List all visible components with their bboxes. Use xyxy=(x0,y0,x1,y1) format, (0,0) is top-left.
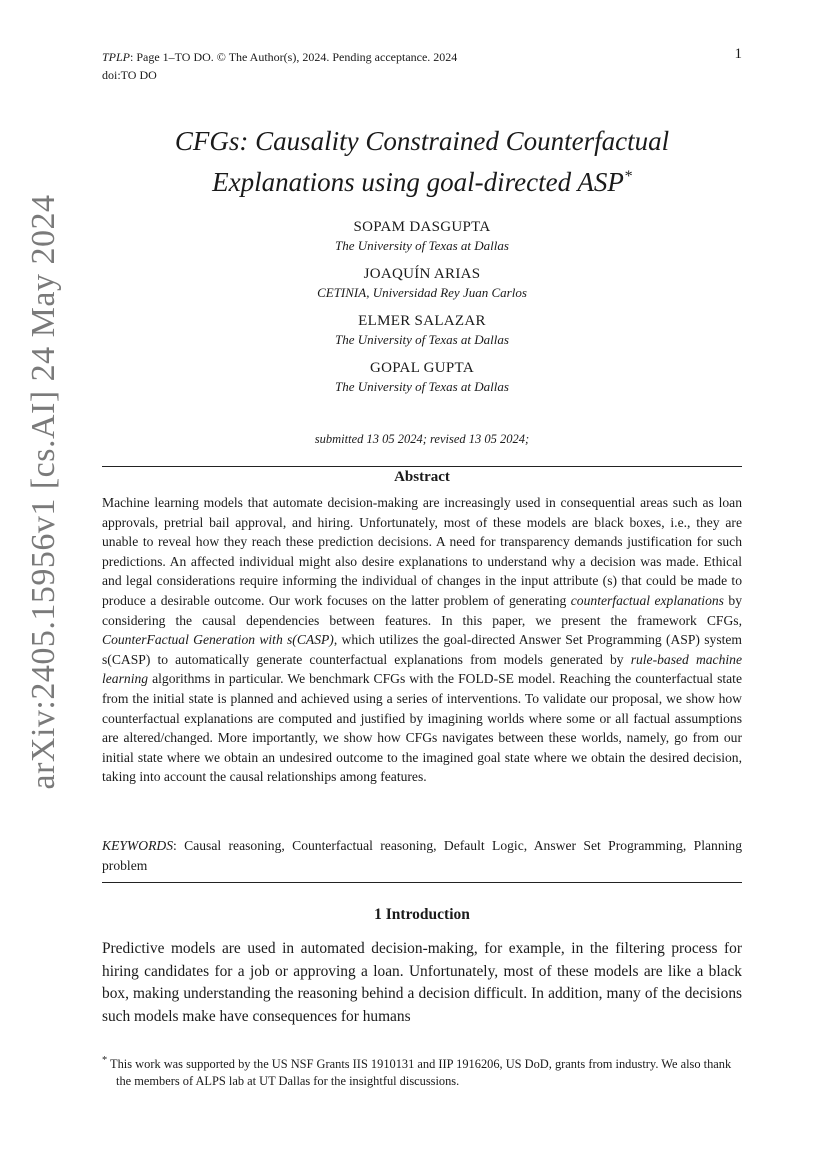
author-name: JOAQUÍN ARIAS xyxy=(363,266,481,282)
title-line-1: CFGs: Causality Constrained Counterfactual xyxy=(174,126,670,156)
title-footnote-mark: * xyxy=(623,168,632,185)
abstract-bottom-rule xyxy=(102,882,742,883)
page-number: 1 xyxy=(734,46,742,62)
title-line-2 xyxy=(102,159,742,200)
author-list xyxy=(102,218,742,406)
journal-name: TPLP xyxy=(102,50,131,64)
author-block xyxy=(102,218,742,254)
keywords-text: : Causal reasoning, Counterfactual reasoning, Default Logic, Answer Set Programming, Planning problem xyxy=(102,838,742,873)
author-affiliation: The University of Texas at Dallas xyxy=(335,332,509,347)
author-affiliation: The University of Texas at Dallas xyxy=(335,379,509,394)
author-block xyxy=(102,359,742,395)
title-line-2-text: Explanations using goal-directed ASP xyxy=(212,167,624,197)
header-citation: : Page 1–TO DO. © The Author(s), 2024. Pending acceptance. 2024 xyxy=(130,50,458,64)
author-name: GOPAL GUPTA xyxy=(370,360,474,376)
keywords xyxy=(102,836,742,875)
author-name: ELMER SALAZAR xyxy=(358,313,486,329)
running-header xyxy=(102,48,742,84)
introduction-text: Predictive models are used in automated decision-making, for example, in the filtering process for hiring candidates for a job or approving a loan. Unfortunately, most of these models are like a black box, making understanding the reasoning behind a decision difficult. In addition, many of the decisions such models make have consequences for humans xyxy=(102,940,742,1025)
arxiv-sidebar xyxy=(0,0,84,1175)
arxiv-identifier: arXiv:2405.15956v1 [cs.AI] 24 May 2024 xyxy=(25,194,62,790)
abstract-emphasis: counterfactual explanations xyxy=(570,592,724,608)
author-affiliation: CETINIA, Universidad Rey Juan Carlos xyxy=(317,285,527,300)
footnote-mark: * xyxy=(102,1055,108,1066)
abstract-emphasis: CounterFactual Generation with s(CASP) xyxy=(102,632,334,648)
abstract-part: by considering the causal dependencies between features. In this paper, we present the framework CFGs, xyxy=(102,592,742,628)
abstract-part: Machine learning models that automate decision-making are increasingly used in consequential areas such as loan approvals, pretrial bail approval, and hiring. Unfortunately, most of these models are black boxes, i.e., they are unable to reveal how they reach these prediction decisions. A need for transparency demands justification for such predictions. An affected individual might also desire explanations to understand why a decision was made. Ethical and legal considerations require informing the individual of changes in the input attribute (s) that could be made to produce a desirable outcome. Our work focuses on the latter problem of generating xyxy=(102,495,742,608)
abstract-heading: Abstract xyxy=(394,469,450,485)
header-doi: doi:TO DO xyxy=(102,68,157,82)
footnote xyxy=(102,1052,742,1090)
header-line-1 xyxy=(102,48,742,66)
footnote-text: This work was supported by the US NSF Grants IIS 1910131 and IIP 1916206, US DoD, grants from industry. We also thank the members of ALPS lab at UT Dallas for the insightful discussions. xyxy=(107,1057,732,1089)
section-heading: 1 Introduction xyxy=(374,906,470,923)
author-affiliation: The University of Texas at Dallas xyxy=(335,238,509,253)
author-name: SOPAM DASGUPTA xyxy=(353,219,491,235)
author-block xyxy=(102,312,742,348)
abstract-part: , which utilizes the goal-directed Answer Set Programming (ASP) system s(CASP) to automatically generate counterfactual explanations from models generated by xyxy=(102,632,742,667)
submission-dates: submitted 13 05 2024; revised 13 05 2024; xyxy=(314,432,530,446)
abstract-text xyxy=(102,493,742,787)
paper-title xyxy=(102,124,742,200)
keywords-label: KEYWORDS xyxy=(102,838,173,853)
author-block xyxy=(102,265,742,301)
abstract-part: algorithms in particular. We benchmark CFGs with the FOLD-SE model. Reaching the counterfactual state from the initial state is planned and achieved using a series of interventions. To validate our proposal, we show how counterfactual explanations are computed and justified by imagining worlds where some or all factual assumptions are altered/changed. More importantly, we show how CFGs navigates between these worlds, namely, go from our initial state where we obtain an undesired outcome to the imagined goal state where we obtain the desired decision, taking into account the causal relationships among features. xyxy=(102,671,742,785)
abstract-top-rule xyxy=(102,466,742,467)
abstract-emphasis: rule-based machine learning xyxy=(102,651,742,687)
